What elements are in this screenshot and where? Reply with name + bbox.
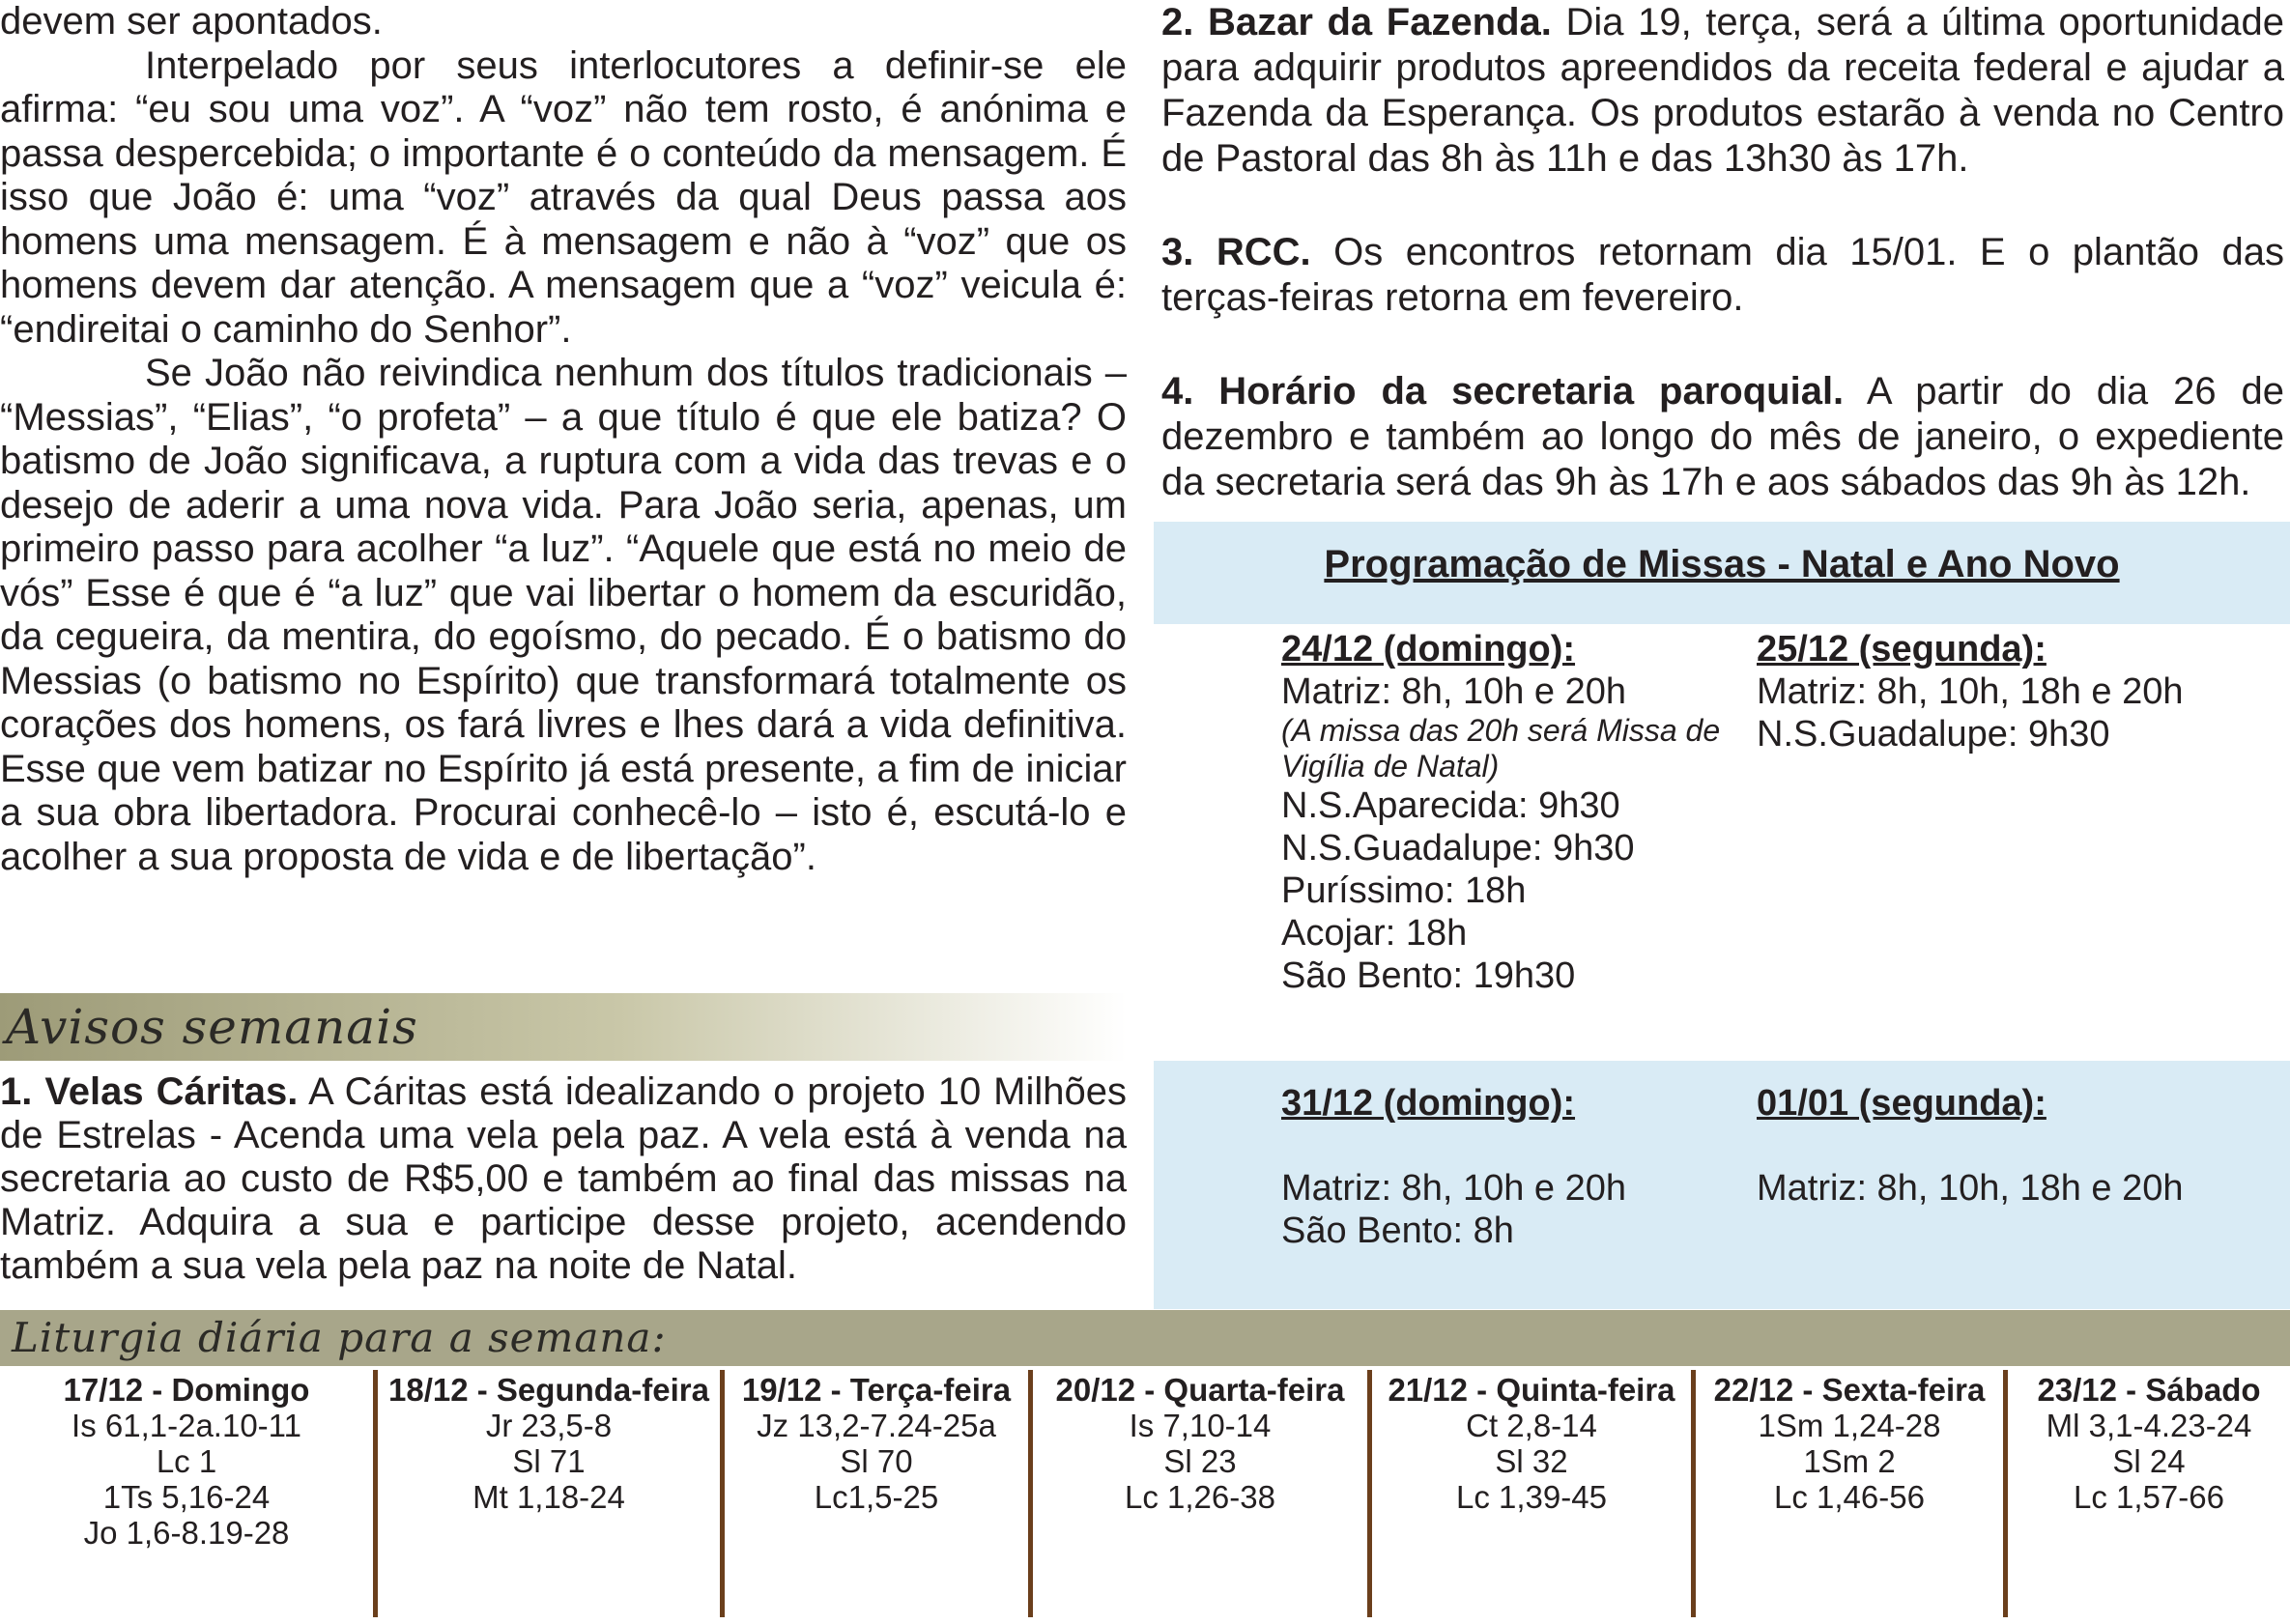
mass-time: N.S.Aparecida: 9h30	[1281, 785, 1620, 826]
mass-time: Matriz: 8h, 10h, 18h e 20h	[1757, 1168, 2184, 1209]
mass-day-3112	[1281, 1082, 1726, 1252]
mass-time: Matriz: 8h, 10h e 20h	[1281, 671, 1626, 712]
aviso-text: Dia 19, terça, será a última oportunidade para adquirir produtos apreendidos da receita federal e ajudar a Fazenda da Esperança. Os produtos estarão à venda no Centro de Pastoral das 8h às 11h e das 13h30 às 17h.	[1161, 1, 2284, 180]
liturgia-day-heading: 23/12 - Sábado	[2037, 1372, 2261, 1408]
liturgia-day	[1033, 1372, 1367, 1615]
aviso-label: 1. Velas Cáritas.	[0, 1070, 299, 1113]
mass-note: (A missa das 20h será Missa de Vigília de Natal)	[1281, 713, 1721, 784]
mass-day-2512	[1757, 628, 2259, 755]
reading: Lc 1	[156, 1443, 217, 1479]
mass-day-2412	[1281, 628, 1726, 997]
reading: 1Sm 2	[1803, 1443, 1896, 1479]
mass-time: Matriz: 8h, 10h, 18h e 20h	[1757, 671, 2184, 712]
mass-day-heading: 24/12 (domingo):	[1281, 629, 1576, 670]
reading: Sl 24	[2112, 1443, 2186, 1479]
aviso-text: A partir do dia 26 de dezembro e também ao longo do mês de janeiro, o expediente da secretaria será das 9h às 17h e aos sábados das 9h às 12h.	[1161, 370, 2284, 503]
mass-schedule-title: Programação de Missas - Natal e Ano Novo	[1324, 543, 2120, 585]
reading: Ct 2,8-14	[1466, 1408, 1597, 1443]
aviso-label: 3. RCC.	[1161, 231, 1311, 273]
liturgia-header-bar	[0, 1310, 2290, 1366]
liturgia-day-heading: 17/12 - Domingo	[63, 1372, 310, 1408]
paragraph: Interpelado por seus interlocutores a definir-se ele afirma: “eu sou uma voz”. A “voz” não tem rosto, é anónima e passa despercebida; o importante é o conteúdo da mensagem. É isso que João é: uma “voz” através da qual Deus passa aos homens uma mensagem. É à mensagem e não à “voz” que os homens devem dar atenção. A mensagem que a “voz” veicula é: “endireitai o caminho do Senhor”.	[0, 43, 1127, 351]
paragraph: devem ser apontados.	[0, 0, 383, 43]
avisos-continued	[1161, 0, 2284, 554]
reading: 1Ts 5,16-24	[102, 1479, 271, 1515]
aviso-item-4	[1161, 369, 2284, 505]
reflection-text	[0, 0, 1127, 879]
avisos-title: Avisos semanais	[6, 999, 418, 1055]
aviso-item-2	[1161, 0, 2284, 182]
liturgia-day-heading: 19/12 - Terça-feira	[741, 1372, 1012, 1408]
reading: Lc 1,57-66	[2074, 1479, 2224, 1515]
reading: Lc 1,39-45	[1456, 1479, 1607, 1515]
reading: Ml 3,1-4.23-24	[2046, 1408, 2252, 1443]
mass-time: São Bento: 19h30	[1281, 955, 1576, 996]
liturgia-day-heading: 18/12 - Segunda-feira	[388, 1372, 709, 1408]
mass-time: N.S.Guadalupe: 9h30	[1757, 714, 2110, 755]
mass-day-heading: 25/12 (segunda):	[1757, 629, 2047, 670]
liturgia-day	[2008, 1372, 2290, 1615]
mass-day-heading: 01/01 (segunda):	[1757, 1083, 2047, 1124]
aviso-item-1	[0, 1070, 1127, 1288]
aviso-item-3	[1161, 230, 2284, 321]
aviso-text: A Cáritas está idealizando o projeto 10 Milhões de Estrelas - Acenda uma vela pela paz. A vela está à venda na secretaria ao custo de R$5,00 e também ao final das missas na Matriz. Adquira a sua e participe desse projeto, acendendo também a sua vela pela paz na noite de Natal.	[0, 1070, 1127, 1287]
liturgia-day-heading: 20/12 - Quarta-feira	[1055, 1372, 1345, 1408]
aviso-label: 2. Bazar da Fazenda.	[1161, 1, 1552, 43]
liturgia-day-heading: 21/12 - Quinta-feira	[1388, 1372, 1675, 1408]
liturgia-day	[725, 1372, 1028, 1615]
reading: Jr 23,5-8	[485, 1408, 613, 1443]
liturgia-title: Liturgia diária para a semana:	[12, 1314, 667, 1361]
reading: Jz 13,2-7.24-25a	[757, 1408, 996, 1443]
aviso-text: Os encontros retornam dia 15/01. E o plantão das terças-feiras retorna em fevereiro.	[1161, 231, 2285, 319]
reading: Is 61,1-2a.10-11	[72, 1408, 301, 1443]
reading: Sl 70	[840, 1443, 913, 1479]
reading: Sl 71	[512, 1443, 586, 1479]
reading: Jo 1,6-8.19-28	[83, 1515, 290, 1551]
liturgia-day	[1372, 1372, 1691, 1615]
aviso-label: 4. Horário da secretaria paroquial.	[1161, 370, 1845, 413]
mass-time: N.S.Guadalupe: 9h30	[1281, 828, 1635, 869]
reading: 1Sm 1,24-28	[1758, 1408, 1941, 1443]
liturgia-day-heading: 22/12 - Sexta-feira	[1713, 1372, 1986, 1408]
liturgia-day	[378, 1372, 720, 1615]
reading: Is 7,10-14	[1129, 1408, 1272, 1443]
mass-day-heading: 31/12 (domingo):	[1281, 1083, 1576, 1124]
reading: Lc1,5-25	[814, 1479, 939, 1515]
liturgia-day	[0, 1372, 373, 1615]
paragraph: Se João não reivindica nenhum dos títulos tradicionais – “Messias”, “Elias”, “o profeta” – a que título é que ele batiza? O batismo de João significava, a ruptura com a vida das trevas e o desejo de aderir a uma nova vida. Para João seria, apenas, um primeiro passo para acolher “a luz”. “Aquele que está no meio de vós” Esse é que é “a luz” que vai libertar o homem da escuridão, da cegueira, da mentira, do egoísmo, do pecado. É o batismo do Messias (o batismo no Espírito) que transformará totalmente os corações dos homens, os fará livres e lhes dará a vida definitiva. Esse que vem batizar no Espírito já está presente, a fim de iniciar a sua obra libertadora. Procurai conhecê-lo – isto é, escutá-lo e acolher a sua proposta de vida e de libertação”.	[0, 352, 1127, 878]
liturgia-day	[1696, 1372, 2003, 1615]
reading: Mt 1,18-24	[472, 1479, 625, 1515]
mass-time: Puríssimo: 18h	[1281, 870, 1527, 911]
mass-time: São Bento: 8h	[1281, 1211, 1514, 1251]
mass-day-0101	[1757, 1082, 2259, 1210]
reading: Sl 23	[1163, 1443, 1237, 1479]
mass-time: Matriz: 8h, 10h e 20h	[1281, 1168, 1626, 1209]
avisos-header-bar	[0, 993, 1127, 1061]
reading: Lc 1,26-38	[1125, 1479, 1275, 1515]
reading: Lc 1,46-56	[1774, 1479, 1925, 1515]
reading: Sl 32	[1495, 1443, 1568, 1479]
mass-time: Acojar: 18h	[1281, 913, 1468, 954]
